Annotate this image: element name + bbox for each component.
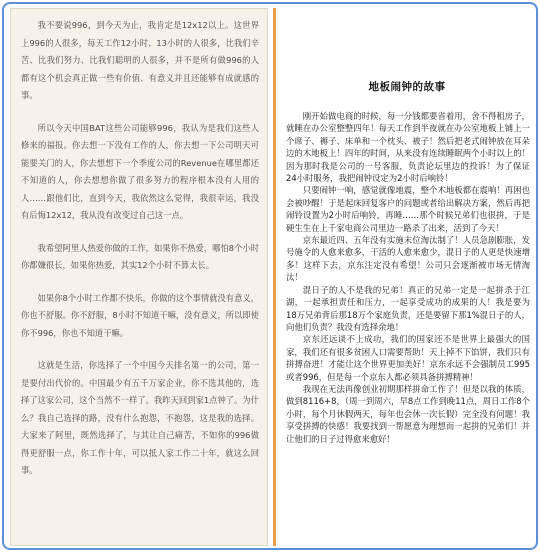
left-article-body [11, 9, 267, 480]
right-paragraph: 混日子的人不是我的兄弟！真正的兄弟一定是一起拼杀于江湖，一起承担责任和压力，一起享受成功的成果的人！我是要为18万兄弟背后那18万个家庭负责，还是要留下那1%混日子的人，向他们负责？我没有选择余地！ [286, 284, 530, 332]
left-paragraph: 我希望阿里人热爱你做的工作，如果你不热爱，哪怕8个小时你都嫌很长，如果你热爱，其实12个小时不算太长。 [21, 242, 259, 270]
left-paragraph: 我不要说996，到今天为止，我肯定是12x12以上。这世界上996的人很多，每天工作12小时、13小时的人很多，比我们辛苦、比我们努力、比我们聪明的人很多，并不是所有做996的人都有这个机会真正做一些有价值、有意义并且还能够有成就感的事。 [21, 20, 259, 100]
left-article-panel [10, 8, 268, 546]
right-article-panel [280, 8, 534, 546]
right-paragraph: 我现在无法再像创业初期那样拼命工作了！但是以我的体质，做到8116+8，（周一到周六，早8点工作到晚11点，周日工作8个小时，每个月休假两天，每年也会休一次长假）完全没有问题！我享受拼搏的快感！我要找到一帮愿意为理想而一起拼的兄弟们！并让他们的日子过得愈来愈好！ [286, 383, 530, 444]
right-paragraph: 京东还远谈不上成功，我们的国家还不是世界上最强大的国家，我们还有很多贫困人口需要帮助！天上掉不下馅饼，我们只有拼搏奋进！才能让这个世界更加美好！京东永远不会强制员工995或者996，但是每一个京东人都必须具备拼搏精神！ [286, 334, 530, 382]
left-paragraph: 如果你8个小时工作都不快乐，你做的这个事情就没有意义，你也不舒服。你不舒服，8小时不知道干嘛，没有意义，所以即使你不996，你也不知道干嘛。 [21, 292, 259, 338]
right-paragraph: 刚开始做电商的时候，每一分钱都要省着用，舍不得租房子，就睡在办公室整整四年！每天工作到半夜就在办公室地板上铺上一个席子、褥子、床单和一个枕头、被子！然后把老式闹钟放在耳朵边的木地板上！四年的时间，从来没有连续睡眠两个小时以上的！因为那时我是公司的一号客服，负责论坛里边的投诉！为了保证24小时服务，我把闹钟设定为2小时后响铃！ [286, 111, 530, 184]
right-paragraph: 京东最近四、五年没有实施末位淘汰制了！人员急剧膨胀，发号施令的人愈来愈多，干活的人愈来愈少，混日子的人更是快速增多！这样下去，京东注定没有希望！公司只会逐渐被市场无情淘汰！ [286, 235, 530, 283]
article-title: 地板闹钟的故事 [368, 81, 446, 93]
left-paragraph: 这就是生活，你选择了一个中国今天排名第一的公司，第一是要付出代价的。中国最少有五千万家企业，你不选其他的，选择了这家公司，这个当然不一样了。我昨天回到家1点钟了。为什么？我自己选择的路，没有什么抱怨，不抱怨，这是我的选择。大家来了阿里，既然选择了，与其让自己痛苦，不如你的996做得更舒服一点，你工作十年，可以抵人家工作二十年，就这么回事。 [21, 360, 259, 475]
image-frame [2, 2, 538, 550]
panel-divider [273, 8, 276, 546]
left-paragraph: 所以今天中国BAT这些公司能够996，我认为是我们这些人修来的福报。你去想一下没有工作的人，你去想一下公司明天可能要关门的人，你去想想下一个季度公司的Revenue在哪里都还不知道的人，你去想想你做了很多努力的程序根本没有人用的人……跟他们比，直到今天，我依然这么觉得，我很幸运，我没有后悔12x12，我从没有改变过自己这一点。 [21, 122, 259, 220]
right-article-body [280, 110, 534, 445]
right-paragraph: 只要闹钟一响，感觉就像地震，整个木地板都在震响！再困也会被吵醒！于是起床回复客户的问题或者给出解决方案，然后再把闹铃设置为2小时后响铃，再睡……那个时候兄弟们也很拼，于是硬生生在上千家电商公司里边一路杀了出来，活到了今天！ [286, 185, 530, 233]
